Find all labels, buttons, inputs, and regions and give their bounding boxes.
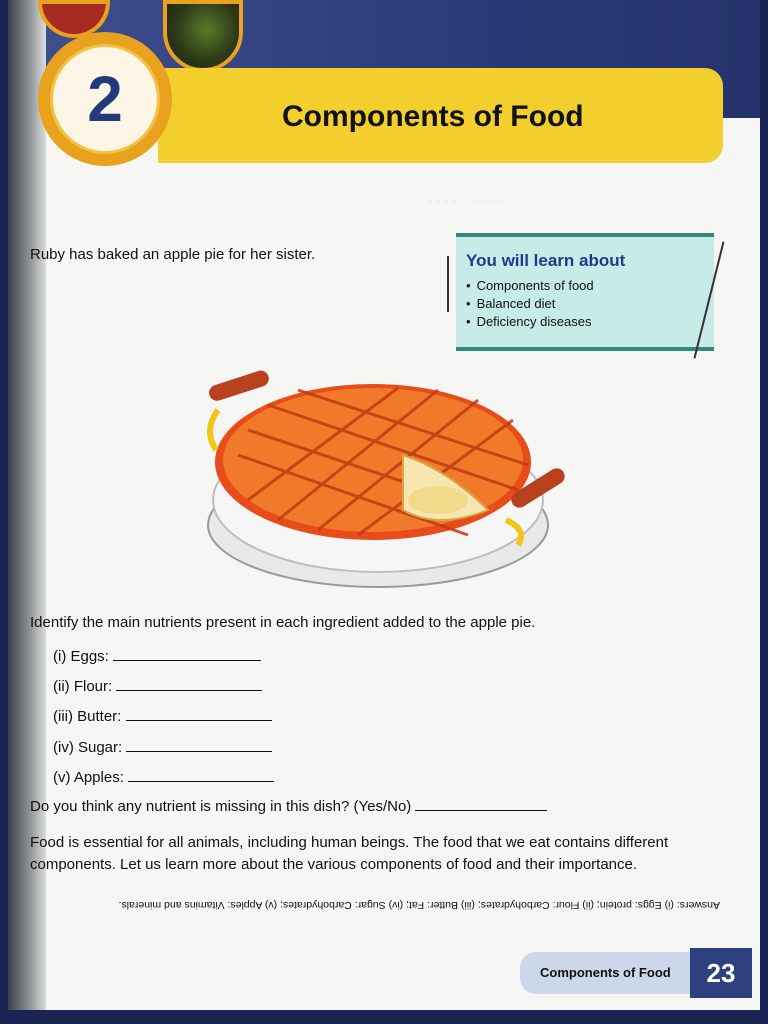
learn-box-list [466, 277, 594, 331]
learn-box-divider [447, 256, 449, 312]
answer-blank[interactable] [415, 798, 547, 811]
apple-pie-illustration [188, 360, 578, 595]
answer-blank[interactable] [126, 708, 272, 721]
body-paragraph: Food is essential for all animals, including human beings. The food that we eat contains different components. Let us learn more about the various components of food and their importance. [30, 834, 669, 873]
answer-blank[interactable] [126, 739, 272, 752]
item-label: (ii) Flour: [53, 678, 113, 695]
chapter-number: 2 [50, 44, 160, 154]
answer-item-butter [53, 708, 272, 725]
answer-item-apples [53, 769, 274, 786]
learn-item: • Balanced diet [466, 295, 594, 313]
answer-blank[interactable] [128, 769, 274, 782]
footer-chapter-title: Components of Food [540, 965, 671, 980]
show-through-text: · · · · · · · · · · [428, 193, 504, 208]
learn-box-heading: You will learn about [466, 251, 626, 270]
answer-blank[interactable] [113, 648, 261, 661]
chapter-title: Components of Food [282, 100, 584, 133]
page-number: 23 [690, 948, 752, 998]
answer-item-sugar [53, 739, 272, 756]
textbook-page [8, 0, 760, 1010]
missing-nutrient-question: Do you think any nutrient is missing in this dish? (Yes/No) [30, 798, 547, 815]
answer-item-flour [53, 678, 262, 695]
item-label: (i) Eggs: [53, 648, 109, 665]
learn-item: • Components of food [466, 277, 594, 295]
question-text: Identify the main nutrients present in each ingredient added to the apple pie. [30, 614, 536, 631]
item-label: (v) Apples: [53, 769, 124, 786]
intro-text: Ruby has baked an apple pie for her sister. [30, 246, 316, 263]
answers-upside-down: Answers: (i) Eggs: protein; (ii) Flour: Carbohydrates; (iii) Butter: Fat; (iv) Sugar: Carbohydrates; (v) Apples: Vitamins and minerals. [118, 899, 720, 911]
item-label: (iii) Butter: [53, 708, 122, 725]
answer-item-eggs [53, 648, 261, 665]
learn-item: • Deficiency diseases [466, 313, 594, 331]
item-label: (iv) Sugar: [53, 739, 123, 756]
learn-box [456, 233, 714, 351]
answer-blank[interactable] [116, 678, 262, 691]
